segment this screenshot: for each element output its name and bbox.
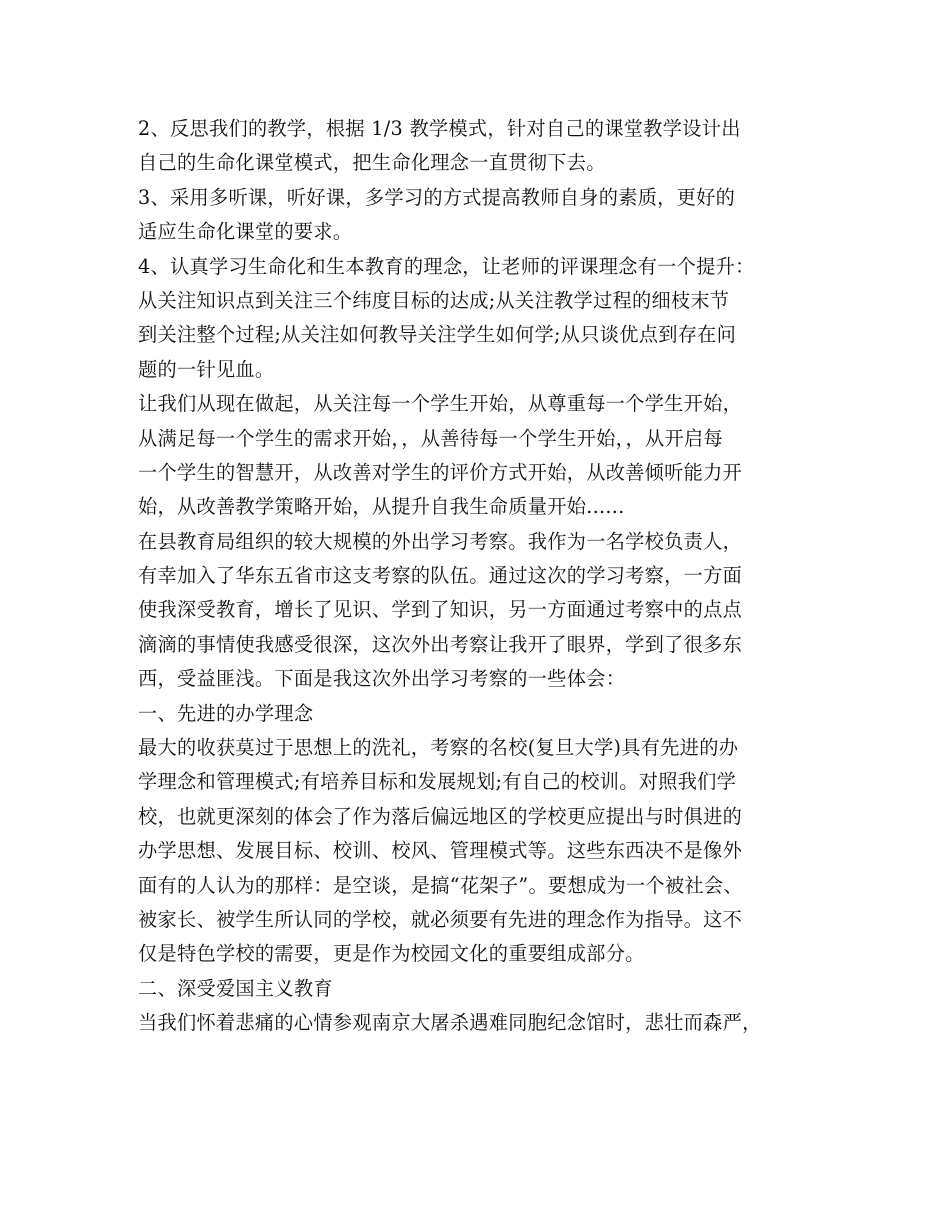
paragraph-memorial: [138, 1006, 828, 1040]
text-line: 从满足每一个学生的需求开始，，从善待每一个学生开始，，从开启每: [138, 426, 723, 450]
text-line: 适应生命化课堂的要求。: [138, 220, 353, 244]
heading-line: 二、深受爱国主义教育: [138, 976, 333, 1000]
paragraph-advanced-philosophy: [138, 731, 828, 972]
paragraph-4: [138, 250, 828, 388]
document-page: [138, 112, 828, 1041]
text-line: 办学思想、发展目标、校训、校风、管理模式等。这些东西决不是像外: [138, 839, 743, 863]
text-line: 使我深受教育，增长了见识、学到了知识，另一方面通过考察中的点点: [138, 598, 743, 622]
text-line: 西，受益匪浅。下面是我这次外出学习考察的一些体会：: [138, 667, 626, 691]
text-line: 始，从改善教学策略开始，从提升自我生命质量开始......: [138, 495, 625, 519]
text-line: 仅是特色学校的需要，更是作为校园文化的重要组成部分。: [138, 942, 645, 966]
text-line: 学理念和管理模式;有培养目标和发展规划;有自己的校训。对照我们学: [138, 770, 737, 794]
text-line: 在县教育局组织的较大规模的外出学习考察。我作为一名学校负责人，: [138, 529, 743, 553]
paragraph-3: [138, 181, 828, 250]
section-heading-2: [138, 972, 828, 1006]
paragraph-study-tour: [138, 525, 828, 697]
text-line: 题的一针见血。: [138, 357, 275, 381]
text-line: 4、认真学习生命化和生本教育的理念，让老师的评课理念有一个提升：: [138, 254, 755, 278]
text-line: 从关注知识点到关注三个纬度目标的达成;从关注教学过程的细枝末节: [138, 288, 730, 312]
text-line: 2、反思我们的教学，根据 1/3 教学模式，针对自己的课堂教学设计出: [138, 117, 741, 140]
text-line: 一个学生的智慧开，从改善对学生的评价方式开始，从改善倾听能力开: [138, 460, 743, 484]
text-line: 被家长、被学生所认同的学校，就必须要有先进的理念作为指导。这不: [138, 907, 743, 931]
text-line: 校，也就更深刻的体会了作为落后偏远地区的学校更应提出与时俱进的: [138, 804, 743, 828]
section-heading-1: [138, 697, 828, 731]
text-line: 最大的收获莫过于思想上的洗礼，考察的名校(复旦大学)具有先进的办: [138, 736, 739, 760]
text-line: 让我们从现在做起，从关注每一个学生开始，从尊重每一个学生开始，: [138, 392, 743, 416]
paragraph-start-now: [138, 387, 828, 525]
text-line: 滴滴的事情使我感受很深，这次外出考察让我开了眼界，学到了很多东: [138, 632, 743, 656]
text-line: 自己的生命化课堂模式，把生命化理念一直贯彻下去。: [138, 151, 606, 175]
text-line: 到关注整个过程;从关注如何教导关注学生如何学;从只谈优点到存在问: [138, 323, 737, 347]
paragraph-2: [138, 112, 828, 181]
text-line: 有幸加入了华东五省市这支考察的队伍。通过这次的学习考察，一方面: [138, 564, 743, 588]
heading-line: 一、先进的办学理念: [138, 701, 314, 725]
text-line: 3、采用多听课，听好课，多学习的方式提高教师自身的素质，更好的: [138, 185, 736, 209]
text-line: 面有的人认为的那样：是空谈，是搞“花架子”。要想成为一个被社会、: [138, 873, 743, 897]
text-line: 当我们怀着悲痛的心情参观南京大屠杀遇难同胞纪念馆时，悲壮而森严，: [138, 1011, 762, 1035]
